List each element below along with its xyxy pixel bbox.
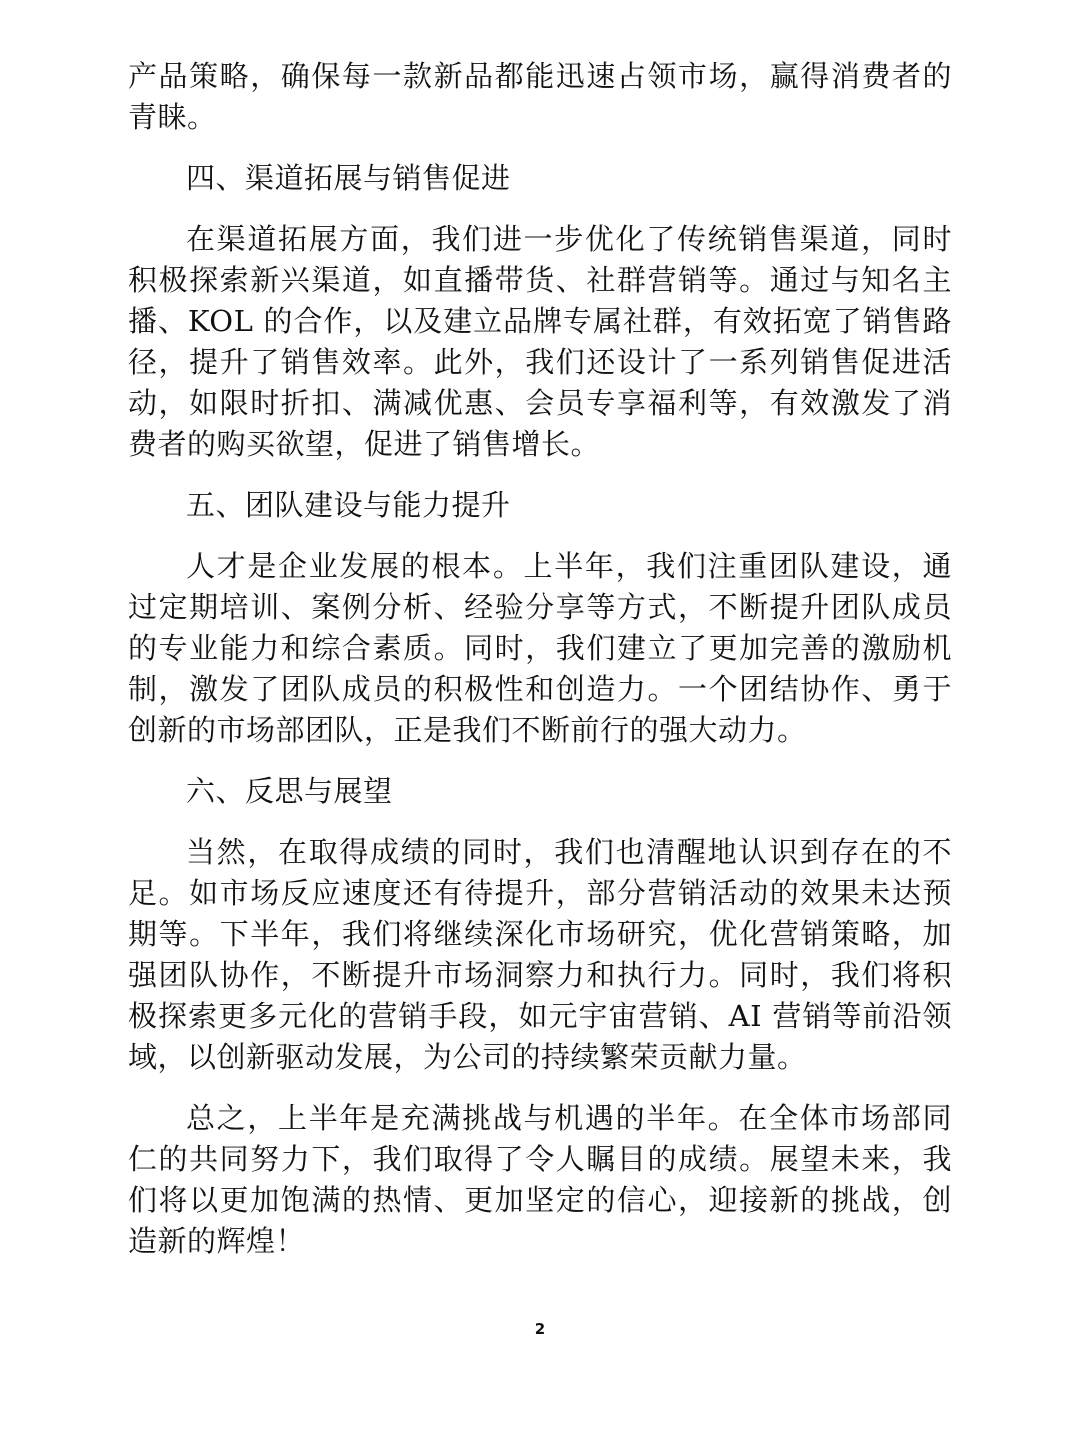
paragraph-reflection-outlook: 当然，在取得成绩的同时，我们也清醒地认识到存在的不足。如市场反应速度还有待提升，部分营销活动的效果未达预期等。下半年，我们将继续深化市场研究，优化营销策略，加强团队协作，不断提升市场洞察力和执行力。同时，我们将积极探索更多元化的营销手段，如元宇宙营销、AI 营销等前沿领域，以创新驱动发展，为公司的持续繁荣贡献力量。 [128, 835, 952, 1074]
paragraph-channel-expansion: 在渠道拓展方面，我们进一步优化了传统销售渠道，同时积极探索新兴渠道，如直播带货、社群营销等。通过与知名主播、KOL 的合作，以及建立品牌专属社群，有效拓宽了销售路径，提升了销售效率。此外，我们还设计了一系列销售促进活动，如限时折扣、满减优惠、会员专享福利等，有效激发了消费者的购买欲望，促进了销售增长。 [128, 222, 952, 461]
heading-channel-expansion: 四、渠道拓展与销售促进 [186, 161, 511, 195]
heading-team-building: 五、团队建设与能力提升 [186, 488, 511, 522]
paragraph-conclusion: 总之，上半年是充满挑战与机遇的半年。在全体市场部同仁的共同努力下，我们取得了令人瞩目的成绩。展望未来，我们将以更加饱满的热情、更加坚定的信心，迎接新的挑战，创造新的辉煌！ [128, 1101, 952, 1258]
paragraph-team-building: 人才是企业发展的根本。上半年，我们注重团队建设，通过定期培训、案例分析、经验分享等方式，不断提升团队成员的专业能力和综合素质。同时，我们建立了更加完善的激励机制，激发了团队成员的积极性和创造力。一个团结协作、勇于创新的市场部团队，正是我们不断前行的强大动力。 [128, 549, 952, 747]
document-body [128, 56, 952, 1262]
paragraph-product-strategy-continued: 产品策略，确保每一款新品都能迅速占领市场，赢得消费者的青睐。 [128, 59, 952, 134]
heading-reflection-outlook: 六、反思与展望 [186, 774, 393, 808]
page-number: 2 [534, 1320, 546, 1338]
